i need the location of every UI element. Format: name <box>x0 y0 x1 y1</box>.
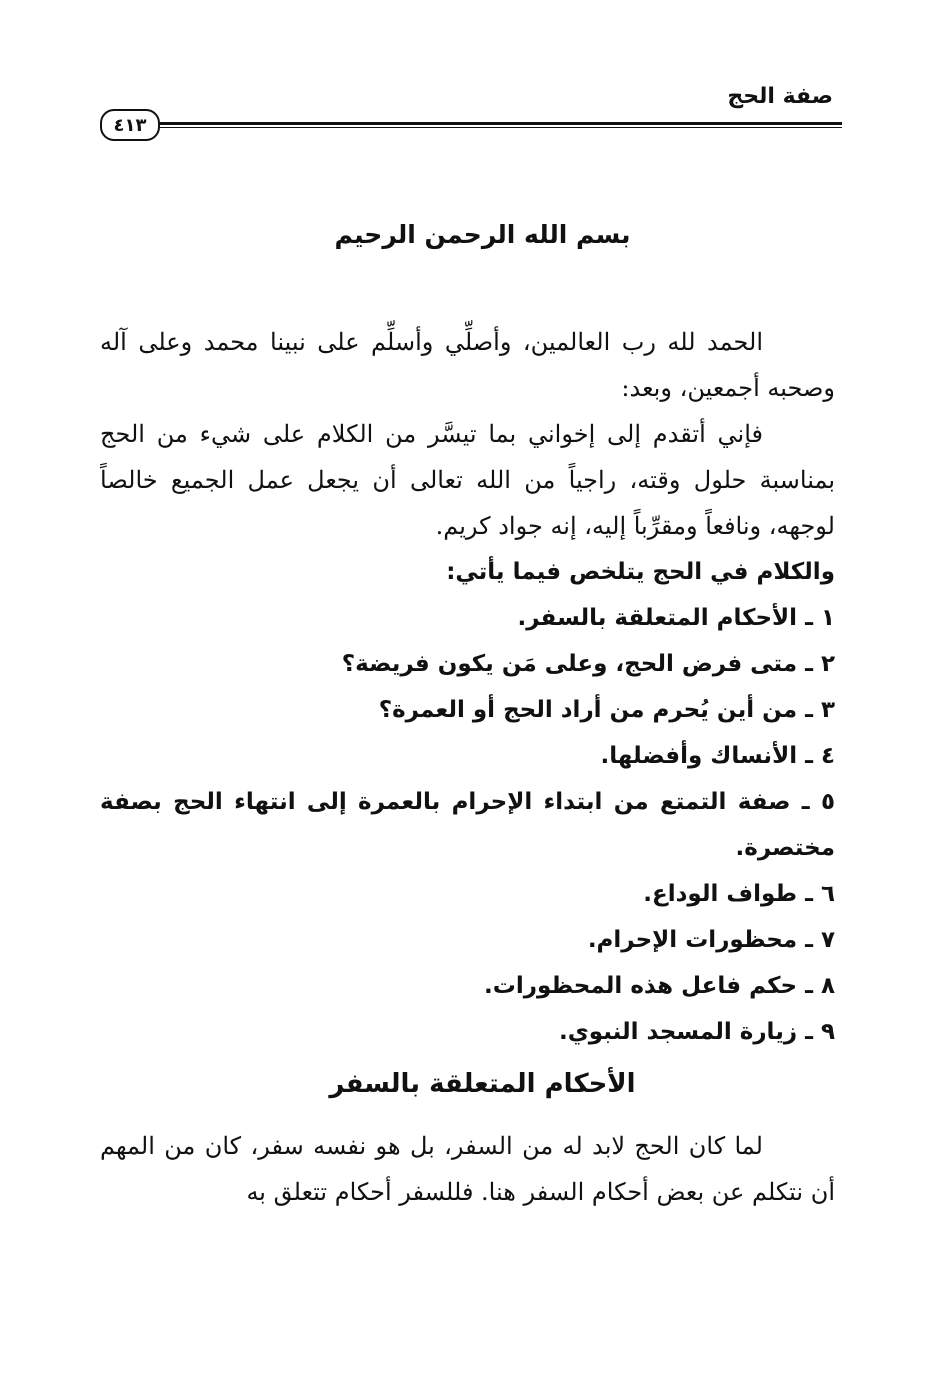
list-item: ١ ـ الأحكام المتعلقة بالسفر. <box>517 605 835 631</box>
section-paragraph: لما كان الحج لابد له من السفر، بل هو نفسه سفر، كان من المهم أن نتكلم عن بعض أحكام السفر هنا. فللسفر أحكام تتعلق به <box>100 1132 835 1206</box>
intro-paragraph: فإني أتقدم إلى إخواني بما تيسَّر من الكلام على شيء من الحج بمناسبة حلول وقته، راجياً من الله تعالى أن يجعل عمل الجميع خالصاً لوجهه، ونافعاً ومقرِّباً إليه، إنه جواد كريم. <box>100 420 835 540</box>
list-item: ٥ ـ صفة التمتع من ابتداء الإحرام بالعمرة إلى انتهاء الحج بصفة مختصرة. <box>100 789 835 861</box>
page-number: ٤١٣ <box>100 109 160 141</box>
list-item: ٧ ـ محظورات الإحرام. <box>587 927 835 953</box>
list-item: ٦ ـ طواف الوداع. <box>643 881 835 907</box>
list-item: ٣ ـ من أين يُحرم من أراد الحج أو العمرة؟ <box>378 697 835 723</box>
page-body <box>100 220 835 1215</box>
topics-list <box>100 595 835 1055</box>
basmala: بسم الله الرحمن الرحيم <box>334 220 631 249</box>
section-heading: الأحكام المتعلقة بالسفر <box>329 1069 636 1099</box>
header-rule <box>150 122 842 125</box>
running-title: صفة الحج <box>727 84 833 109</box>
list-item: ٨ ـ حكم فاعل هذه المحظورات. <box>484 973 835 999</box>
list-item: ٤ ـ الأنساك وأفضلها. <box>600 743 835 769</box>
list-item: ٩ ـ زيارة المسجد النبوي. <box>558 1019 835 1045</box>
header-rule-thin <box>150 127 842 128</box>
list-intro: والكلام في الحج يتلخص فيما يأتي: <box>446 559 835 585</box>
list-item: ٢ ـ متى فرض الحج، وعلى مَن يكون فريضة؟ <box>341 651 835 677</box>
opening-paragraph: الحمد لله رب العالمين، وأصلِّي وأسلِّم على نبينا محمد وعلى آله وصحبه أجمعين، وبعد: <box>100 328 835 402</box>
